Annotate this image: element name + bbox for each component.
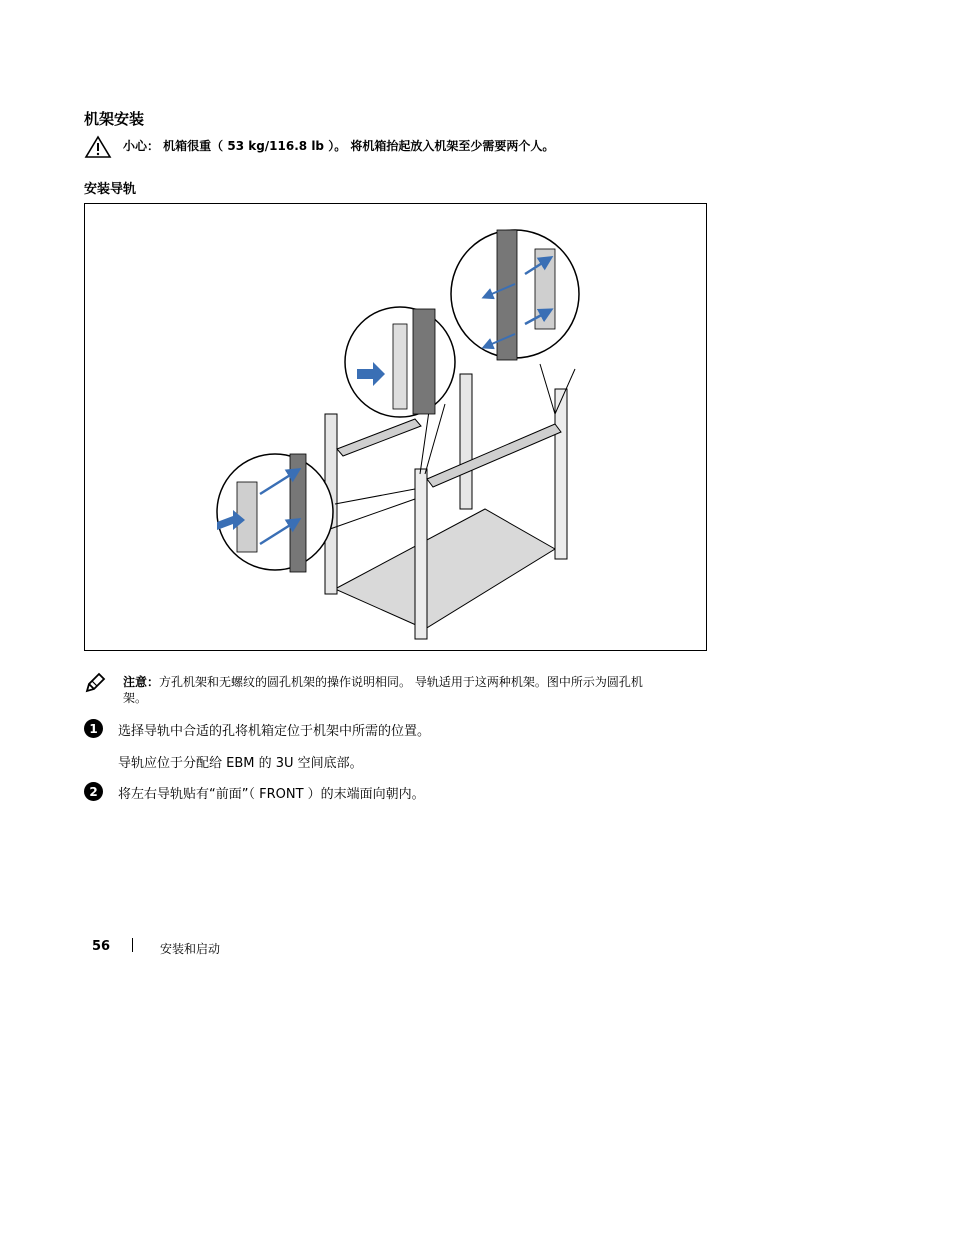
- subsection-title: 安装导轨: [84, 182, 137, 197]
- footer-section-title: 安装和启动: [160, 942, 221, 956]
- note-body: 方孔机架和无螺纹的圆孔机架的操作说明相同。 导轨适用于这两种机架。图中所示为圆孔机架。: [123, 675, 643, 705]
- warning-triangle-icon: [84, 135, 112, 159]
- note-label: 注意：: [123, 675, 160, 689]
- step-2-badge: 2: [84, 782, 103, 801]
- step-2-text: 将左右导轨贴有“前面”（ FRONT ）的末端面向朝内。: [118, 787, 425, 802]
- rail-installation-figure: [84, 203, 707, 651]
- note-text: [123, 674, 643, 706]
- caution-text: 小心： 机箱很重（ 53 kg/116.8 lb ）。 将机箱抬起放入机架至少需要两个人。: [123, 139, 555, 153]
- step-1-detail: 导轨应位于分配给 EBM 的 3U 空间底部。: [118, 756, 363, 771]
- section-title: 机架安装: [84, 110, 145, 128]
- rack-rail-illustration: [85, 204, 708, 652]
- note-pencil-icon: [84, 672, 106, 694]
- step-1-text: 选择导轨中合适的孔将机箱定位于机架中所需的位置。: [118, 724, 431, 739]
- step-1-badge: 1: [84, 719, 103, 738]
- page-number: 56: [92, 939, 111, 954]
- footer-divider: [132, 938, 133, 952]
